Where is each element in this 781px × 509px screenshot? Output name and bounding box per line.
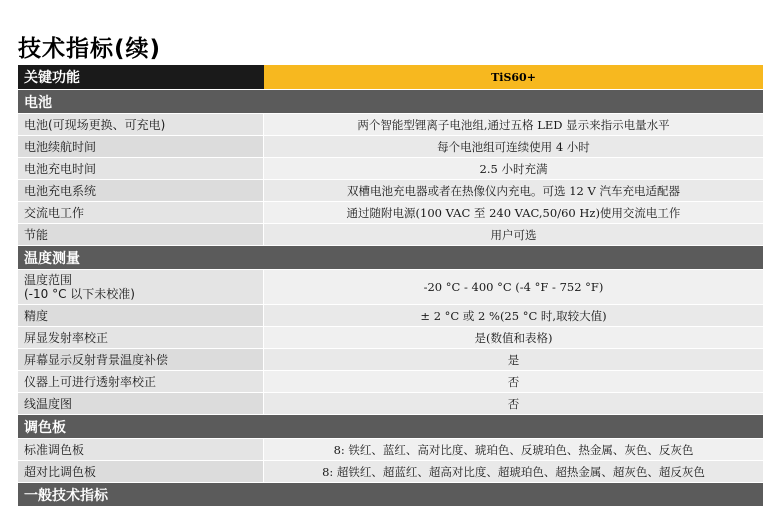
- table-row: [18, 157, 763, 179]
- row-value: 否: [264, 371, 763, 392]
- row-value: 双槽电池充电器或者在热像仪内充电。可选 12 V 汽车充电适配器: [264, 180, 763, 201]
- row-label: 电池续航时间: [18, 136, 264, 157]
- row-label: 交流电工作: [18, 202, 264, 223]
- row-label: 精度: [18, 305, 264, 326]
- table-row: [18, 223, 763, 245]
- row-label: 电池充电时间: [18, 158, 264, 179]
- row-label: 线温度图: [18, 393, 264, 414]
- row-label-line1: 温度范围: [24, 273, 73, 287]
- row-label-line2: (-10 °C 以下未校准): [24, 287, 135, 301]
- row-value: 8: 超铁红、超蓝红、超高对比度、超琥珀色、超热金属、超灰色、超反灰色: [264, 461, 763, 482]
- row-value: 是(数值和表格): [264, 327, 763, 348]
- row-label: 超对比调色板: [18, 461, 264, 482]
- row-label: 标准调色板: [18, 439, 264, 460]
- row-value: 通过随附电源(100 VAC 至 240 VAC,50/60 Hz)使用交流电工作: [264, 202, 763, 223]
- row-label: 节能: [18, 224, 264, 245]
- row-label: 屏幕显示反射背景温度补偿: [18, 349, 264, 370]
- table-row: [18, 370, 763, 392]
- table-row: [18, 304, 763, 326]
- table-row: [18, 269, 763, 304]
- row-label: 电池(可现场更换、可充电): [18, 114, 264, 135]
- row-value: ± 2 °C 或 2 %(25 °C 时,取较大值): [264, 305, 763, 326]
- row-label: 仪器上可进行透射率校正: [18, 371, 264, 392]
- spec-table: [18, 65, 763, 506]
- header-model: TiS60+: [264, 65, 763, 89]
- table-row: [18, 392, 763, 414]
- table-row: [18, 460, 763, 482]
- row-value: 用户可选: [264, 224, 763, 245]
- section-battery: 电池: [18, 89, 763, 113]
- section-palettes: 调色板: [18, 414, 763, 438]
- row-value: 2.5 小时充满: [264, 158, 763, 179]
- table-row: [18, 113, 763, 135]
- table-row: [18, 348, 763, 370]
- row-value: 两个智能型锂离子电池组,通过五格 LED 显示来指示电量水平: [264, 114, 763, 135]
- page-title: 技术指标(续): [18, 36, 162, 62]
- row-label: [18, 270, 264, 304]
- table-header: [18, 65, 763, 89]
- header-key-features: 关键功能: [18, 65, 264, 89]
- row-value: -20 °C - 400 °C (-4 °F - 752 °F): [264, 270, 763, 304]
- section-temperature: 温度测量: [18, 245, 763, 269]
- row-label: 电池充电系统: [18, 180, 264, 201]
- row-value: 每个电池组可连续使用 4 小时: [264, 136, 763, 157]
- row-value: 是: [264, 349, 763, 370]
- row-value: 8: 铁红、蓝红、高对比度、琥珀色、反琥珀色、热金属、灰色、反灰色: [264, 439, 763, 460]
- table-row: [18, 326, 763, 348]
- table-row: [18, 135, 763, 157]
- row-value: 否: [264, 393, 763, 414]
- row-label: 屏显发射率校正: [18, 327, 264, 348]
- section-general-specs: 一般技术指标: [18, 482, 763, 506]
- table-row: [18, 201, 763, 223]
- table-row: [18, 438, 763, 460]
- table-row: [18, 179, 763, 201]
